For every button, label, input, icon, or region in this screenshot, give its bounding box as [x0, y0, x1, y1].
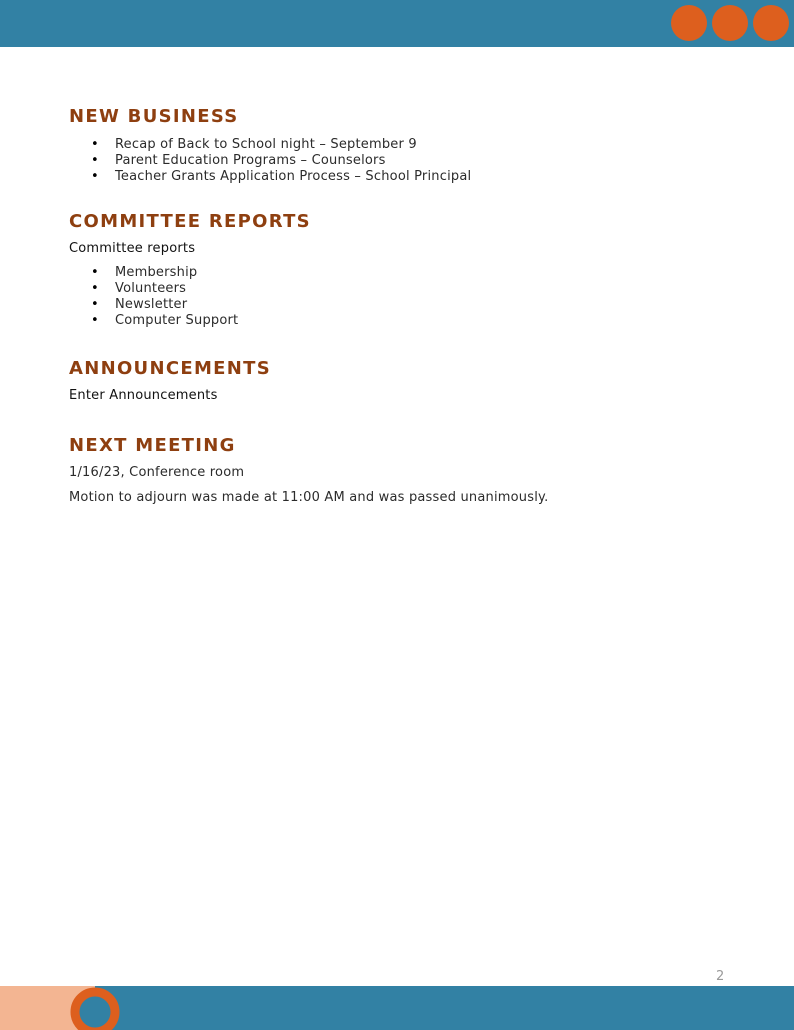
document-body [69, 104, 749, 507]
list-item: • Membership [115, 265, 749, 281]
committee-intro: Committee reports [69, 241, 196, 256]
list-item: • Recap of Back to School night – September 9 [115, 137, 749, 153]
section-heading: ANNOUNCEMENTS [69, 358, 271, 379]
section-committee-reports [69, 209, 749, 329]
list-item: • Computer Support [115, 313, 749, 329]
adjourn-note: Motion to adjourn was made at 11:00 AM and was passed unanimously. [69, 490, 549, 505]
decorative-dot [712, 5, 748, 41]
ring-graphic [70, 986, 120, 1030]
section-announcements [69, 356, 749, 405]
meeting-details: 1/16/23, Conference room [69, 465, 245, 480]
section-heading: NEXT MEETING [69, 435, 236, 456]
footer-band [95, 986, 794, 1030]
section-new-business [69, 104, 749, 185]
list-item: • Newsletter [115, 297, 749, 313]
section-heading: NEW BUSINESS [69, 106, 239, 127]
page-number: 2 [716, 969, 725, 984]
section-heading: COMMITTEE REPORTS [69, 211, 311, 232]
section-next-meeting [69, 433, 749, 507]
list-item: • Teacher Grants Application Process – School Principal [115, 169, 749, 185]
decorative-dot [671, 5, 707, 41]
bullet-list [69, 137, 749, 185]
list-item: • Parent Education Programs – Counselors [115, 153, 749, 169]
footer-ring-icon [70, 986, 120, 1030]
list-item: • Volunteers [115, 281, 749, 297]
announcements-text: Enter Announcements [69, 388, 218, 403]
decorative-dot [753, 5, 789, 41]
bullet-list [69, 265, 749, 329]
